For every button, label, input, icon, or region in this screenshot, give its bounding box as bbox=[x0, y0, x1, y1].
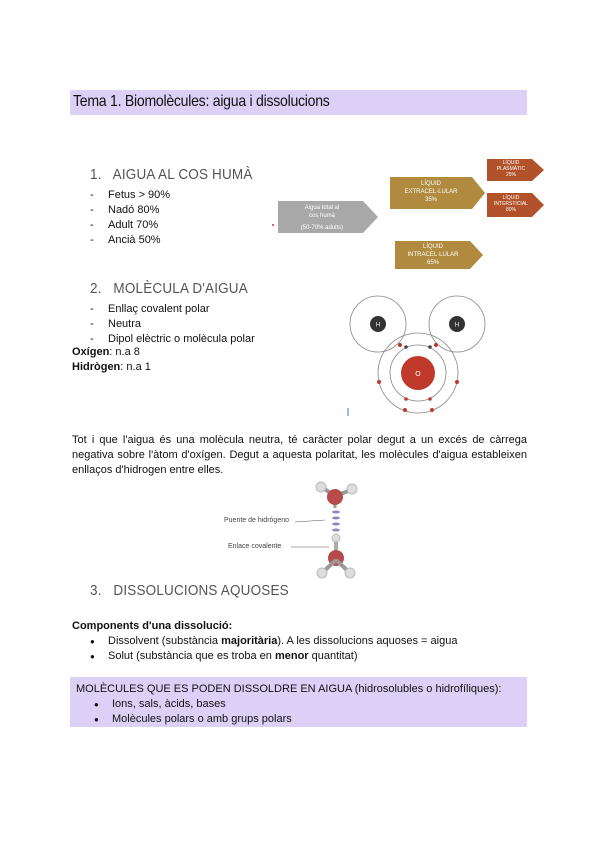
list-item: - Adult 70% bbox=[90, 218, 170, 233]
section-2-number: 2. bbox=[90, 280, 102, 297]
list-item: - Neutra bbox=[90, 317, 255, 332]
polarity-paragraph: Tot i que l'aigua és una molècula neutra, té caràcter polar degut a un excés de càrrega negativa sobre l'àtom d'oxígen. Degut a aquesta polaritat, les molècules d'aigua estableixen enllaços d'hidrogen entre elles. bbox=[72, 434, 527, 476]
label-total-water: Aigua total al cos humà (50-70% adults) bbox=[300, 205, 344, 231]
list-item: ● Molècules polars o amb grups polars bbox=[90, 712, 292, 727]
title-bar bbox=[70, 90, 527, 115]
list-item: ● Ions, sals, àcids, bases bbox=[90, 697, 292, 712]
section-3-heading bbox=[90, 582, 289, 599]
soluble-molecules-box bbox=[70, 677, 527, 727]
label-interstitial: LÍQUID INTERSTICIAL 80% bbox=[494, 195, 528, 213]
section-3-title: DISSOLUCIONS AQUOSES bbox=[113, 582, 289, 599]
list-item: - Nadó 80% bbox=[90, 203, 170, 218]
list-item: ● Solut (substància que es troba en menor quantitat) bbox=[86, 649, 457, 664]
box-title: MOLÈCULES QUE ES PODEN DISSOLDRE EN AIGUA (hidrosolubles o hidrofíliques): bbox=[76, 683, 502, 695]
section-1-number: 1. bbox=[90, 166, 102, 183]
section-2-title: MOLÈCULA D'AIGUA bbox=[113, 280, 248, 297]
label-extracellular: LÍQUID EXTRACEL·LULAR 35% bbox=[404, 181, 458, 203]
hydrogen-bond-label: Puente de hidrógeno bbox=[224, 517, 289, 524]
label-intracellular: LÍQUID INTRACEL·LULAR 65% bbox=[407, 244, 459, 266]
atom-label-h-right: H bbox=[454, 322, 460, 329]
section-2-list bbox=[90, 302, 255, 347]
section-1-title: AIGUA AL COS HUMÀ bbox=[112, 166, 253, 183]
label-plasma: LÍQUID PLASMÀTIC 25% bbox=[496, 160, 526, 178]
water-molecule-atom-diagram bbox=[340, 290, 495, 420]
section-3-number: 3. bbox=[90, 582, 102, 599]
section-1-list bbox=[90, 188, 170, 248]
box-list bbox=[90, 697, 292, 727]
list-item: ● Dissolvent (substància majoritària). A les dissolucions aquoses = aigua bbox=[86, 634, 457, 649]
list-item: - Ancià 50% bbox=[90, 233, 170, 248]
list-item: - Enllaç covalent polar bbox=[90, 302, 255, 317]
components-list bbox=[86, 634, 457, 664]
section-1-heading bbox=[90, 166, 253, 183]
page-title: Tema 1. Biomolècules: aigua i dissolucions bbox=[73, 93, 330, 110]
atom-label-o: O bbox=[415, 371, 421, 378]
hydrogen-line: Hidrògen: n.a 1 bbox=[72, 361, 151, 373]
atom-label-h-left: H bbox=[375, 322, 381, 329]
list-item: - Fetus > 90% bbox=[90, 188, 170, 203]
covalent-bond-label: Enlace covalente bbox=[228, 543, 282, 550]
components-title: Components d'una dissolució: bbox=[72, 620, 233, 632]
list-item: - Dipol elèctric o molècula polar bbox=[90, 332, 255, 347]
section-2-heading bbox=[90, 280, 248, 297]
oxygen-line: Oxígen: n.a 8 bbox=[72, 346, 140, 358]
hydrogen-bond-figure bbox=[225, 480, 375, 580]
